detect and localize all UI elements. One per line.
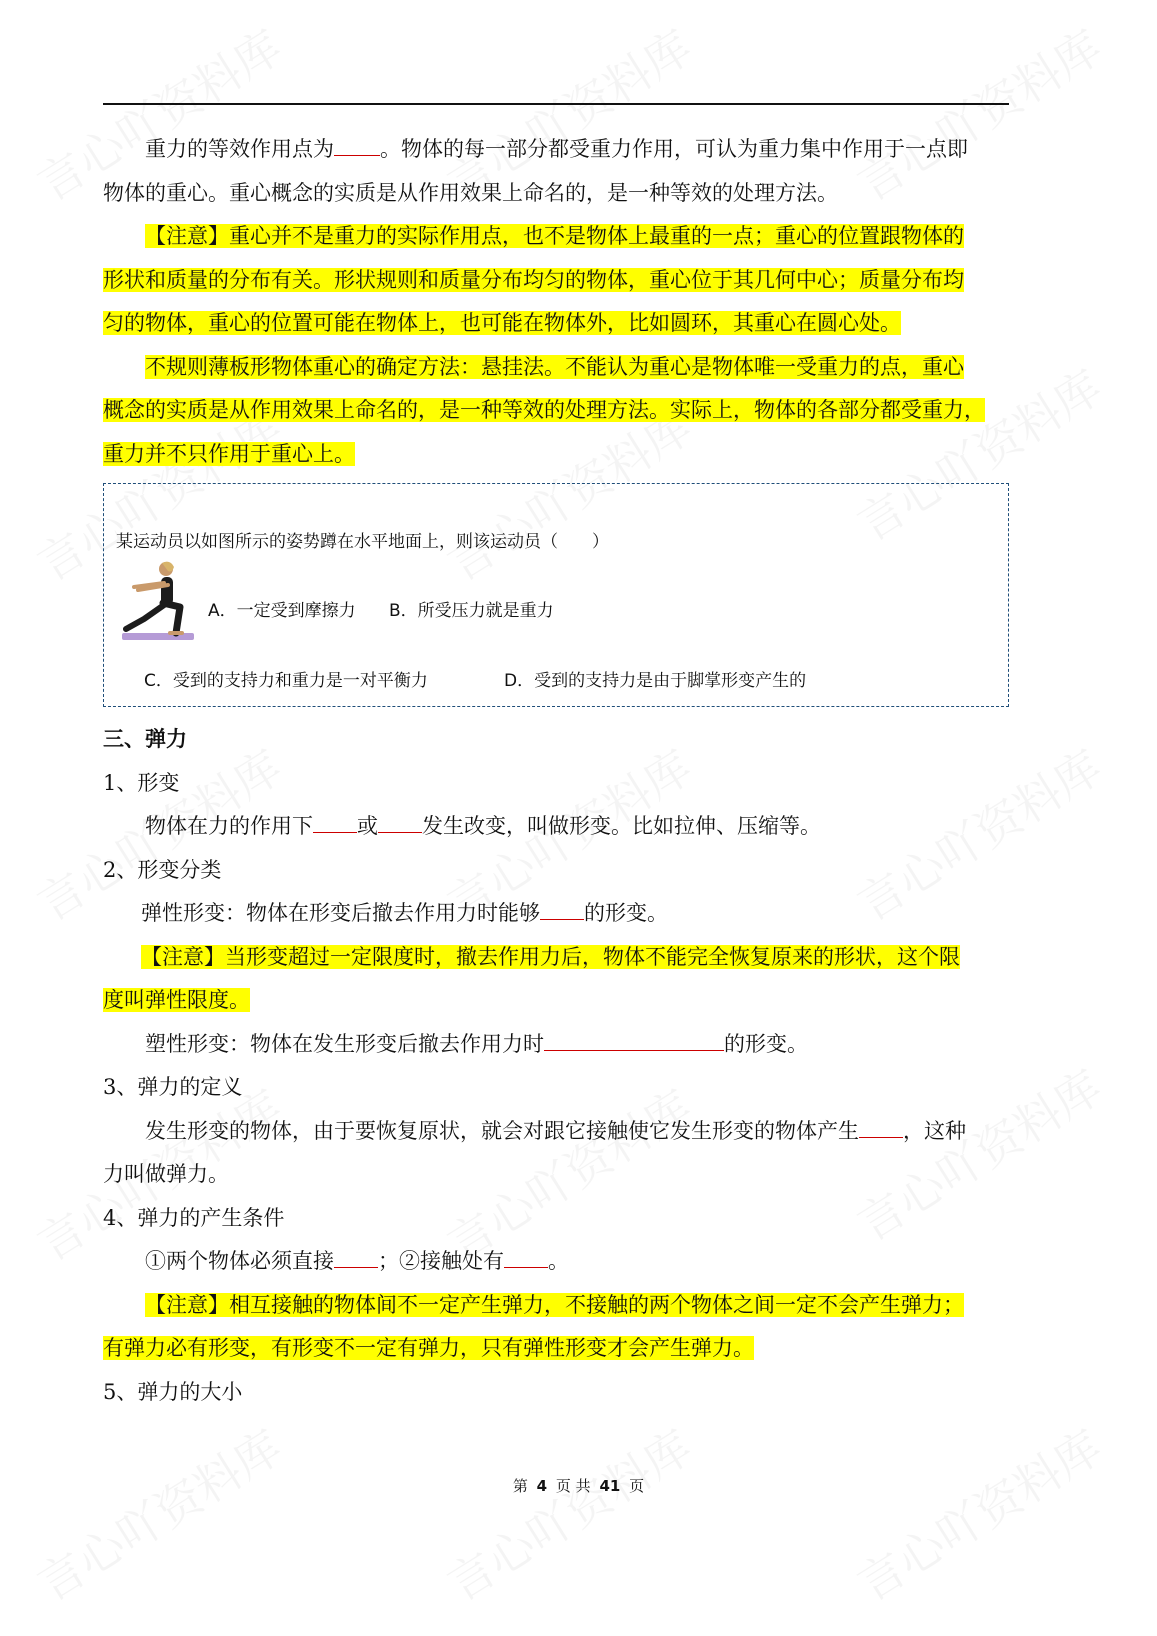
page-footer: 第 4 页 共 41 页 <box>512 1477 645 1495</box>
watermark <box>843 1412 1112 1614</box>
subsection-title-deformation: 1、形变 <box>103 771 180 795</box>
para-elastic-deformation: 弹性形变：物体在形变后撤去作用力时能够 的形变。 <box>141 901 668 925</box>
para-elastic-force-definition-line2: 力叫做弹力。 <box>103 1162 229 1186</box>
note-suspension-method-line2: 概念的实质是从作用效果上命名的，是一种等效的处理方法。实际上，物体的各部分都受重力， <box>103 398 985 422</box>
para-center-of-gravity-line2: 物体的重心。重心概念的实质是从作用效果上命名的，是一种等效的处理方法。 <box>103 181 838 205</box>
answer-blank[interactable] <box>504 1249 548 1268</box>
para-conditions: ①两个物体必须直接 ；②接触处有 。 <box>145 1249 569 1273</box>
page-number: 4 <box>536 1477 548 1495</box>
note-conditions-line1: 【注意】相互接触的物体间不一定产生弹力，不接触的两个物体之间一定不会产生弹力； <box>145 1293 964 1317</box>
option-a[interactable]: A．一定受到摩擦力 <box>208 601 356 621</box>
note-suspension-method-line3: 重力并不只作用于重心上。 <box>103 442 355 466</box>
answer-blank[interactable] <box>540 901 584 920</box>
option-c[interactable]: C．受到的支持力和重力是一对平衡力 <box>144 671 428 691</box>
para-center-of-gravity-line1: 重力的等效作用点为 。物体的每一部分都受重力作用，可认为重力集中作用于一点即 <box>145 137 968 161</box>
option-b[interactable]: B．所受压力就是重力 <box>389 601 554 621</box>
note-elastic-limit-line1: 【注意】当形变超过一定限度时，撤去作用力后，物体不能完全恢复原来的形状，这个限 <box>141 945 960 969</box>
section-title-elastic-force: 三、弹力 <box>103 726 187 751</box>
answer-blank[interactable] <box>334 137 380 156</box>
option-d[interactable]: D．受到的支持力是由于脚掌形变产生的 <box>504 671 807 691</box>
note-center-of-gravity-line3: 匀的物体，重心的位置可能在物体上，也可能在物体外，比如圆环，其重心在圆心处。 <box>103 311 901 335</box>
subsection-title-deformation-types: 2、形变分类 <box>103 858 222 882</box>
answer-blank[interactable] <box>334 1249 378 1268</box>
para-deformation-definition: 物体在力的作用下 或 发生改变，叫做形变。比如拉伸、压缩等。 <box>145 814 821 838</box>
subsection-title-conditions: 4、弹力的产生条件 <box>103 1206 285 1230</box>
note-center-of-gravity-line1: 【注意】重心并不是重力的实际作用点，也不是物体上最重的一点；重心的位置跟物体的 <box>145 224 964 248</box>
para-plastic-deformation: 塑性形变：物体在发生形变后撤去作用力时 的形变。 <box>145 1032 808 1056</box>
question-box <box>103 483 1009 707</box>
para-elastic-force-definition-line1: 发生形变的物体，由于要恢复原状，就会对跟它接触使它发生形变的物体产生 ，这种 <box>145 1119 966 1143</box>
athlete-squat-figure <box>118 557 200 643</box>
answer-blank[interactable] <box>544 1032 724 1051</box>
note-center-of-gravity-line2: 形状和质量的分布有关。形状规则和质量分布均匀的物体，重心位于其几何中心；质量分布均 <box>103 268 964 292</box>
header-rule <box>103 103 1009 105</box>
answer-blank[interactable] <box>859 1119 903 1138</box>
page-total: 41 <box>599 1477 621 1495</box>
note-suspension-method-line1: 不规则薄板形物体重心的确定方法：悬挂法。不能认为重心是物体唯一受重力的点，重心 <box>145 355 964 379</box>
answer-blank[interactable] <box>313 814 357 833</box>
answer-blank[interactable] <box>378 814 422 833</box>
watermark <box>433 1412 702 1614</box>
question-stem: 某运动员以如图所示的姿势蹲在水平地面上，则该运动员（ ） <box>116 532 609 552</box>
subsection-title-elastic-force-definition: 3、弹力的定义 <box>103 1075 243 1099</box>
subsection-title-magnitude: 5、弹力的大小 <box>103 1380 243 1404</box>
watermark <box>23 1412 292 1614</box>
note-conditions-line2: 有弹力必有形变，有形变不一定有弹力，只有弹性形变才会产生弹力。 <box>103 1336 754 1360</box>
note-elastic-limit-line2: 度叫弹性限度。 <box>103 988 250 1012</box>
